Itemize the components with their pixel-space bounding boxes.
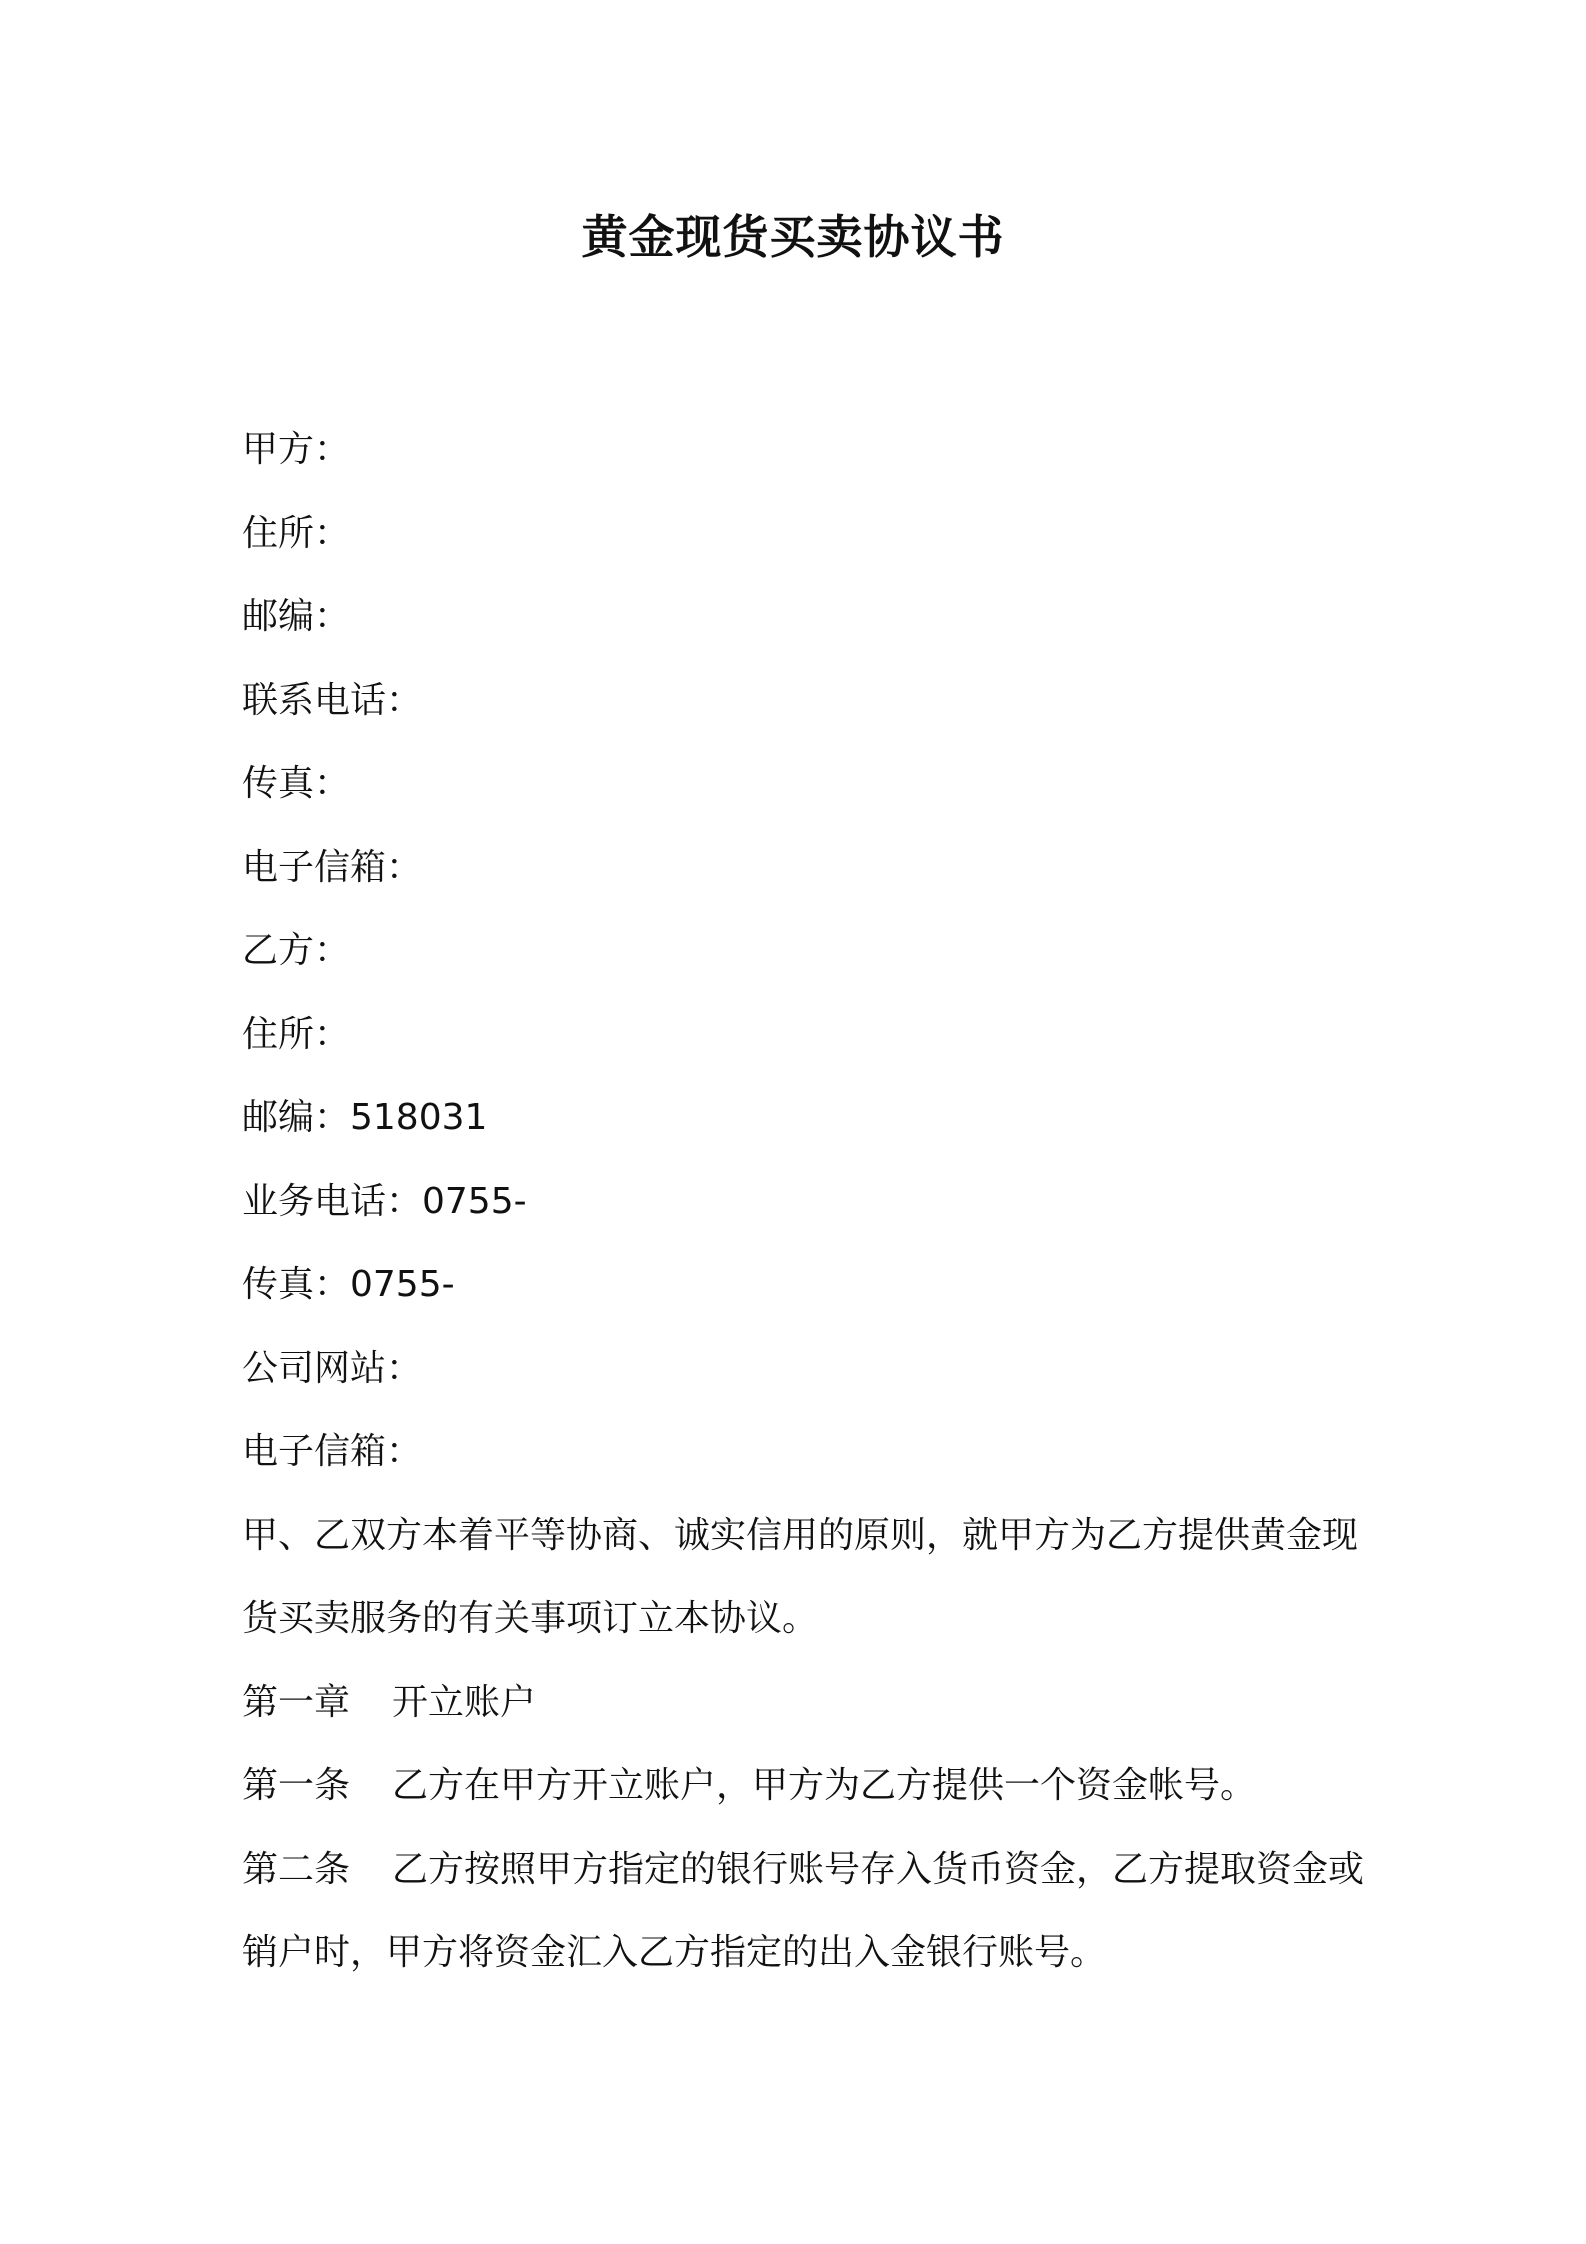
article-2-text: 乙方按照甲方指定的银行账号存入货币资金，乙方提取资金或销户时，甲方将资金汇入乙方指定的出入金银行账号。 (242, 1848, 1365, 1973)
article-2 (242, 1828, 1372, 1995)
party-b-label: 乙方： (242, 930, 351, 971)
article-2-number: 第二条 (242, 1848, 351, 1890)
party-b-phone: 业务电话：0755- (242, 1180, 527, 1222)
party-b-postcode: 邮编：518031 (242, 1097, 488, 1138)
party-b-email: 电子信箱： (242, 1431, 423, 1472)
article-1-number: 第一条 (242, 1765, 351, 1806)
article-1-text: 乙方在甲方开立账户，甲方为乙方提供一个资金帐号。 (392, 1765, 1257, 1806)
chapter-heading (242, 1661, 1372, 1745)
chapter-number: 第一章 (242, 1681, 351, 1723)
party-a-email: 电子信箱： (242, 846, 423, 888)
preamble-paragraph: 甲、乙双方本着平等协商、诚实信用的原则，就甲方为乙方提供黄金现货买卖服务的有关事项订立本协议。 (242, 1514, 1359, 1639)
party-a-postcode: 邮编： (242, 596, 351, 637)
chapter-title: 开立账户 (392, 1681, 537, 1723)
party-b-address: 住所： (242, 1013, 351, 1055)
party-a-label: 甲方： (242, 429, 351, 470)
article-1 (242, 1744, 1372, 1828)
party-b-fax: 传真：0755- (242, 1264, 455, 1305)
document-title: 黄金现货买卖协议书 (581, 210, 1005, 264)
party-b-website: 公司网站： (242, 1347, 423, 1389)
document-body (242, 408, 1372, 1995)
party-a-phone: 联系电话： (242, 679, 423, 721)
party-a-address: 住所： (242, 512, 351, 554)
party-a-fax: 传真： (242, 763, 351, 804)
